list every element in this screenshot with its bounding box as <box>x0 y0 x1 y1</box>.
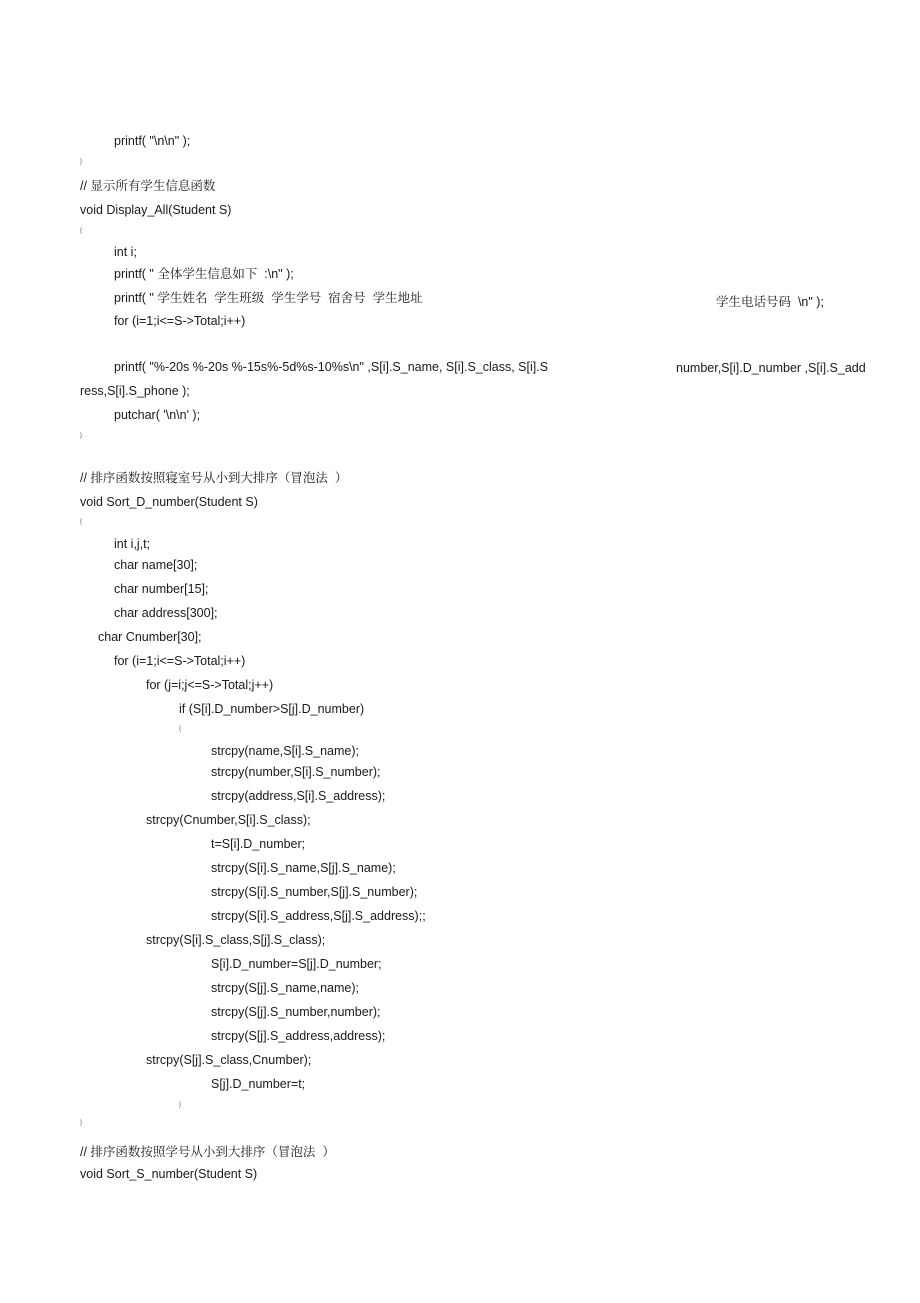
code-line: int i; <box>114 245 137 259</box>
code-line: if (S[i].D_number>S[j].D_number) <box>179 702 365 716</box>
code-line: strcpy(S[j].S_address,address); <box>211 1029 386 1043</box>
code-line: strcpy(S[i].S_class,S[j].S_class); <box>146 933 326 947</box>
closing-brace: } <box>80 433 83 439</box>
code-line: for (i=1;i<=S->Total;i++) <box>114 314 246 328</box>
code-line: t=S[i].D_number; <box>211 837 306 851</box>
code-line: for (i=1;i<=S->Total;i++) <box>114 654 246 668</box>
closing-brace: } <box>179 1102 182 1108</box>
code-line: strcpy(S[i].S_number,S[j].S_number); <box>211 885 418 899</box>
code-line: strcpy(address,S[i].S_address); <box>211 789 386 803</box>
code-line: char name[30]; <box>114 558 198 572</box>
code-line: strcpy(name,S[i].S_name); <box>211 744 359 758</box>
function-signature: void Display_All(Student S) <box>80 203 232 217</box>
code-comment: // 显示所有学生信息函数 <box>80 179 216 193</box>
code-line: char Cnumber[30]; <box>98 630 202 644</box>
opening-brace: { <box>80 228 83 234</box>
code-line: strcpy(S[i].S_address,S[j].S_address);; <box>211 909 426 923</box>
code-line-continuation: number,S[i].D_number ,S[i].S_add <box>676 361 866 375</box>
code-line: strcpy(S[j].S_class,Cnumber); <box>146 1053 312 1067</box>
code-comment: // 排序函数按照学号从小到大排序（冒泡法 ） <box>80 1145 335 1159</box>
code-line-wrapped: ress,S[i].S_phone ); <box>80 384 190 398</box>
code-line: strcpy(number,S[i].S_number); <box>211 765 381 779</box>
code-line: strcpy(S[i].S_name,S[j].S_name); <box>211 861 396 875</box>
code-line: printf( "%-20s %-20s %-15s%-5d%s-10%s\n" ,S[i].S_name, S[i].S_class, S[i].S <box>114 360 549 374</box>
code-line: strcpy(S[j].S_name,name); <box>211 981 359 995</box>
closing-brace: } <box>80 1120 83 1126</box>
code-line: S[i].D_number=S[j].D_number; <box>211 957 382 971</box>
code-line: int i,j,t; <box>114 537 151 551</box>
code-comment: // 排序函数按照寝室号从小到大排序（冒泡法 ） <box>80 471 348 485</box>
code-line: putchar( '\n\n' ); <box>114 408 201 422</box>
code-line: printf( "\n\n" ); <box>114 134 191 148</box>
code-line: char number[15]; <box>114 582 209 596</box>
code-line: strcpy(S[j].S_number,number); <box>211 1005 381 1019</box>
closing-brace: } <box>80 159 83 165</box>
code-line: char address[300]; <box>114 606 218 620</box>
code-line: S[j].D_number=t; <box>211 1077 306 1091</box>
function-signature: void Sort_S_number(Student S) <box>80 1167 258 1181</box>
code-line: strcpy(Cnumber,S[i].S_class); <box>146 813 311 827</box>
opening-brace: { <box>179 726 182 732</box>
code-line: for (j=i;j<=S->Total;j++) <box>146 678 274 692</box>
code-line: printf( " 学生姓名 学生班级 学生学号 宿舍号 学生地址 <box>114 291 423 305</box>
code-line: printf( " 全体学生信息如下 :\n" ); <box>114 267 294 281</box>
function-signature: void Sort_D_number(Student S) <box>80 495 258 509</box>
code-line-continuation: 学生电话号码 \n" ); <box>716 295 824 309</box>
opening-brace: { <box>80 519 83 525</box>
